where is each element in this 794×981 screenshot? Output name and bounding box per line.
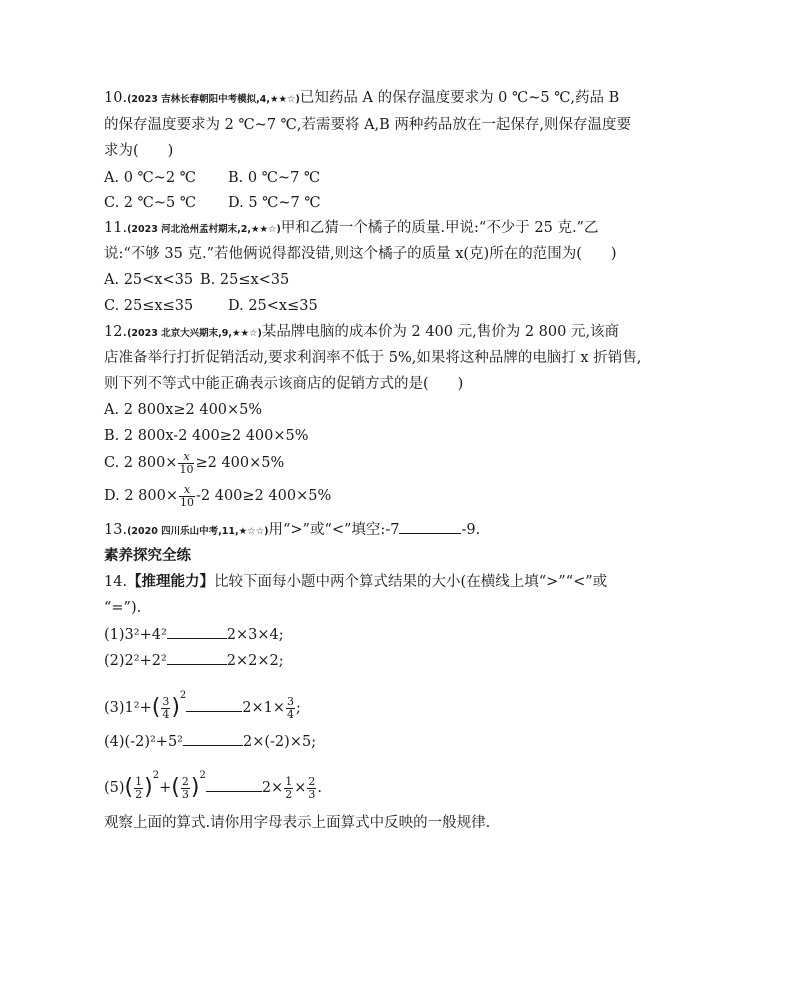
left-paren: ( (151, 695, 161, 720)
part-right-expr: 2×2×2; (226, 653, 284, 669)
part-right-expr: 2×1× (242, 700, 286, 716)
q14-part5-right-fraction-2 (307, 776, 316, 801)
q10-line2: 的保存温度要求为 2 ℃~7 ℃,若需要将 A,B 两种药品放在一起保存,则保存温度要 (104, 117, 632, 133)
q14-part4 (104, 732, 316, 752)
part-left-expr: 2²+2² (124, 653, 167, 669)
fraction-numerator: 3 (162, 694, 170, 708)
part-right-expr: 2×3×4; (226, 627, 284, 643)
q14-part5 (104, 760, 322, 804)
left-paren: ( (124, 775, 134, 800)
part-left-expr: (-2)²+5² (124, 734, 183, 750)
fraction-numerator: 2 (181, 774, 189, 788)
part-label: (2) (104, 653, 125, 669)
section-title: 素养探究全练 (104, 548, 191, 564)
q14-tag: 【推理能力】 (127, 574, 215, 590)
part-label: (5) (104, 780, 125, 796)
q14-conclusion: 观察上面的算式.请你用字母表示上面算式中反映的一般规律. (104, 815, 491, 831)
q11-options-ab (104, 270, 289, 290)
fraction-numerator: 2 (308, 774, 316, 788)
q13-source: (2020 四川乐山中考,11,★☆☆) (127, 526, 269, 537)
q12-number: 12. (104, 324, 128, 340)
q13-text-pre: 用“>”或“<”填空:-7 (268, 522, 400, 538)
q12-source: (2023 北京大兴期末,9,★★☆) (127, 328, 262, 339)
q12-option-d-suffix: -2 400≥2 400×5% (196, 488, 332, 504)
q10-line3: 求为( ) (104, 143, 174, 159)
fraction-denominator: 10 (179, 462, 194, 476)
part-label: (4) (104, 734, 125, 750)
q10-options-cd (104, 193, 321, 213)
left-paren: ( (171, 775, 180, 800)
fraction-numerator: x (183, 482, 191, 496)
q14-part4-blank[interactable] (183, 732, 243, 746)
q10-number: 10. (104, 90, 128, 106)
q10-option-d: D. 5 ℃~7 ℃ (228, 195, 321, 211)
part-left-expr: 3²+4² (124, 627, 167, 643)
q14-number: 14. (104, 574, 128, 590)
q10-option-a: A. 0 ℃~2 ℃ (104, 170, 196, 186)
q10-option-c: C. 2 ℃~5 ℃ (104, 195, 197, 211)
part-label: (1) (104, 627, 125, 643)
q14-part5-blank[interactable] (206, 778, 262, 792)
fraction-numerator: x (183, 449, 190, 463)
q10-line1 (104, 88, 619, 110)
part-tail: ; (296, 700, 301, 716)
fraction-denominator: 3 (308, 787, 316, 801)
times-sign: × (294, 780, 307, 796)
q14-part3-fraction (161, 696, 170, 721)
q14-text-1: 比较下面每小题中两个算式结果的大小(在横线上填“>”“<”或 (214, 574, 608, 590)
q13-answer-blank[interactable] (399, 520, 461, 534)
q14-part1 (104, 625, 284, 645)
q12-line3: 则下列不等式中能正确表示该商店的促销方式的是( ) (104, 376, 464, 392)
q14-part5-right-fraction-1 (284, 776, 293, 801)
q13-number: 13. (104, 522, 128, 538)
q12-line1 (104, 322, 619, 344)
q14-part1-blank[interactable] (167, 625, 227, 639)
q13-text-post: -9. (461, 522, 481, 538)
q12-option-d-prefix: D. 2 800× (104, 488, 178, 504)
right-paren: ) (144, 775, 153, 800)
part-label: (3) (104, 700, 125, 716)
q14-line2: “=”). (104, 600, 142, 616)
q11-options-cd (104, 296, 318, 316)
part-tail: . (317, 780, 322, 796)
q14-part2 (104, 651, 284, 671)
q12-option-d (104, 481, 331, 511)
q14-part3 (104, 680, 301, 724)
exponent: 2 (152, 770, 160, 781)
fraction-denominator: 10 (180, 495, 194, 509)
q10-option-b: B. 0 ℃~7 ℃ (228, 170, 321, 186)
q11-line1 (104, 218, 598, 240)
part-right-expr: 2×(-2)×5; (243, 734, 317, 750)
part-right-expr: 2× (261, 780, 284, 796)
q11-number: 11. (104, 220, 128, 236)
q11-text-1: 甲和乙猜一个橘子的质量.甲说:“不少于 25 克.”乙 (280, 220, 599, 236)
fraction-denominator: 4 (162, 707, 170, 721)
q12-option-c-prefix: C. 2 800× (104, 455, 178, 471)
fraction-numerator: 3 (287, 694, 295, 708)
q14-part3-right-fraction (286, 696, 295, 721)
right-paren: ) (190, 775, 200, 800)
fraction-denominator: 4 (287, 707, 295, 721)
q12-option-c (104, 448, 284, 478)
right-paren: ) (171, 695, 180, 720)
q14-part2-blank[interactable] (167, 651, 227, 665)
fraction-denominator: 2 (135, 787, 143, 801)
q11-option-c: C. 25≤x≤35 (104, 298, 194, 314)
q13-line (104, 520, 480, 542)
q10-text-1: 已知药品 A 的保存温度要求为 0 ℃~5 ℃,药品 B (299, 90, 620, 106)
part-left-expr: 1²+ (124, 700, 152, 716)
q11-option-d: D. 25<x≤35 (228, 298, 318, 314)
exponent: 2 (179, 690, 187, 701)
q11-option-a: A. 25<x<35 (104, 272, 194, 288)
q12-option-c-suffix: ≥2 400×5% (195, 455, 285, 471)
q11-option-b: B. 25≤x<35 (200, 272, 290, 288)
q12-option-c-fraction (178, 451, 194, 476)
q14-part5-fraction-1 (134, 776, 143, 801)
q11-line2: 说:“不够 35 克.”若他俩说得都没错,则这个橘子的质量 x(克)所在的范围为( ) (104, 246, 617, 262)
q14-part5-fraction-2 (181, 776, 190, 801)
fraction-denominator: 3 (181, 787, 189, 801)
q12-line2: 店准备举行打折促销活动,要求利润率不低于 5%,如果将这种品牌的电脑打 x 折销售, (104, 350, 642, 366)
fraction-numerator: 1 (135, 774, 143, 788)
q12-option-a: A. 2 800x≥2 400×5% (104, 402, 263, 418)
q10-options-ab (104, 168, 320, 188)
fraction-denominator: 2 (285, 787, 293, 801)
q10-source: (2023 吉林长春朝阳中考模拟,4,★★☆) (127, 94, 300, 105)
exponent: 2 (199, 770, 206, 781)
plus-sign: + (159, 780, 172, 796)
q14-line1 (104, 572, 607, 592)
q12-option-d-fraction (179, 484, 195, 509)
fraction-numerator: 1 (285, 774, 293, 788)
q11-source: (2023 河北沧州孟村期末,2,★★☆) (127, 224, 281, 235)
q12-text-1: 某品牌电脑的成本价为 2 400 元,售价为 2 800 元,该商 (261, 324, 620, 340)
q12-option-b: B. 2 800x-2 400≥2 400×5% (104, 428, 309, 444)
q14-part3-blank[interactable] (186, 698, 242, 712)
